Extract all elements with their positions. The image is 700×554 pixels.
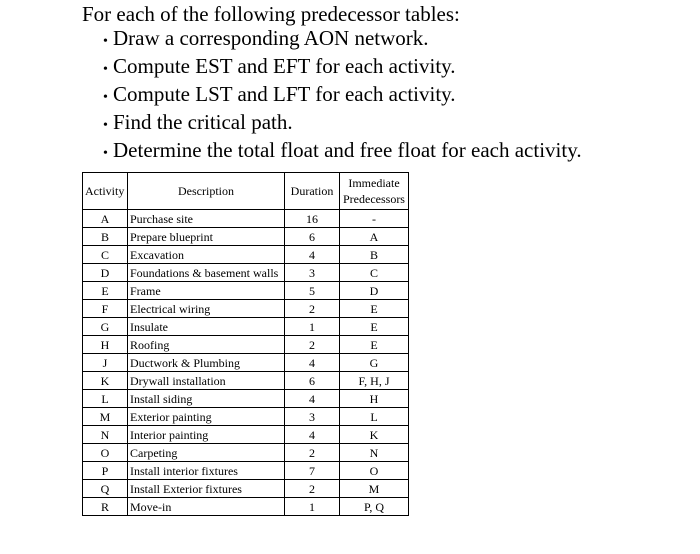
cell-duration: 3	[285, 264, 340, 282]
cell-predecessors: E	[340, 318, 409, 336]
table-row	[83, 282, 409, 300]
cell-activity: L	[83, 390, 128, 408]
cell-predecessors: M	[340, 480, 409, 498]
predecessor-table-container	[82, 172, 409, 516]
cell-activity: O	[83, 444, 128, 462]
cell-duration: 1	[285, 318, 340, 336]
bullet-icon: •	[103, 34, 108, 49]
header-activity: Activity	[83, 173, 128, 210]
cell-predecessors: N	[340, 444, 409, 462]
task-item	[103, 138, 582, 166]
task-text: Draw a corresponding AON network.	[113, 26, 429, 50]
cell-predecessors: C	[340, 264, 409, 282]
cell-activity: C	[83, 246, 128, 264]
cell-description: Ductwork & Plumbing	[128, 354, 285, 372]
cell-activity: G	[83, 318, 128, 336]
cell-predecessors: F, H, J	[340, 372, 409, 390]
table-row	[83, 300, 409, 318]
table-row	[83, 426, 409, 444]
table-row	[83, 336, 409, 354]
cell-description: Purchase site	[128, 210, 285, 228]
cell-activity: J	[83, 354, 128, 372]
table-header-row	[83, 173, 409, 210]
cell-predecessors: L	[340, 408, 409, 426]
cell-duration: 2	[285, 300, 340, 318]
cell-predecessors: B	[340, 246, 409, 264]
cell-description: Insulate	[128, 318, 285, 336]
table-row	[83, 246, 409, 264]
cell-duration: 2	[285, 336, 340, 354]
header-predecessors	[340, 173, 409, 210]
cell-duration: 1	[285, 498, 340, 516]
table-row	[83, 444, 409, 462]
cell-activity: D	[83, 264, 128, 282]
cell-duration: 6	[285, 372, 340, 390]
table-row	[83, 354, 409, 372]
table-row	[83, 264, 409, 282]
cell-duration: 4	[285, 354, 340, 372]
cell-activity: Q	[83, 480, 128, 498]
bullet-icon: •	[103, 118, 108, 133]
cell-description: Interior painting	[128, 426, 285, 444]
cell-duration: 16	[285, 210, 340, 228]
cell-duration: 4	[285, 426, 340, 444]
task-text: Compute LST and LFT for each activity.	[113, 82, 456, 106]
table-row	[83, 372, 409, 390]
table-row	[83, 408, 409, 426]
task-item	[103, 54, 582, 82]
header-predecessors-line1: Immediate	[348, 176, 400, 190]
cell-predecessors: K	[340, 426, 409, 444]
cell-description: Roofing	[128, 336, 285, 354]
cell-activity: E	[83, 282, 128, 300]
task-list	[103, 26, 582, 166]
cell-duration: 3	[285, 408, 340, 426]
cell-description: Move-in	[128, 498, 285, 516]
cell-description: Frame	[128, 282, 285, 300]
cell-activity: F	[83, 300, 128, 318]
cell-predecessors: O	[340, 462, 409, 480]
header-duration: Duration	[285, 173, 340, 210]
task-item	[103, 26, 582, 54]
cell-predecessors: E	[340, 336, 409, 354]
cell-description: Foundations & basement walls	[128, 264, 285, 282]
cell-description: Carpeting	[128, 444, 285, 462]
cell-predecessors: D	[340, 282, 409, 300]
task-text: Determine the total float and free float for each activity.	[113, 138, 582, 162]
cell-activity: K	[83, 372, 128, 390]
task-item	[103, 82, 582, 110]
predecessor-table	[82, 172, 409, 516]
task-text: Compute EST and EFT for each activity.	[113, 54, 456, 78]
cell-description: Exterior painting	[128, 408, 285, 426]
cell-description: Excavation	[128, 246, 285, 264]
table-row	[83, 210, 409, 228]
cell-description: Drywall installation	[128, 372, 285, 390]
cell-activity: N	[83, 426, 128, 444]
table-row	[83, 480, 409, 498]
bullet-icon: •	[103, 90, 108, 105]
cell-description: Prepare blueprint	[128, 228, 285, 246]
cell-duration: 5	[285, 282, 340, 300]
cell-activity: A	[83, 210, 128, 228]
header-predecessors-line2: Predecessors	[343, 192, 405, 206]
table-row	[83, 498, 409, 516]
cell-duration: 2	[285, 444, 340, 462]
cell-duration: 4	[285, 246, 340, 264]
cell-description: Electrical wiring	[128, 300, 285, 318]
cell-duration: 6	[285, 228, 340, 246]
table-row	[83, 228, 409, 246]
cell-predecessors: G	[340, 354, 409, 372]
bullet-icon: •	[103, 146, 108, 161]
cell-predecessors: A	[340, 228, 409, 246]
bullet-icon: •	[103, 62, 108, 77]
cell-predecessors: -	[340, 210, 409, 228]
cell-duration: 4	[285, 390, 340, 408]
cell-activity: H	[83, 336, 128, 354]
cell-predecessors: E	[340, 300, 409, 318]
task-item	[103, 110, 582, 138]
cell-activity: R	[83, 498, 128, 516]
table-row	[83, 318, 409, 336]
cell-description: Install Exterior fixtures	[128, 480, 285, 498]
header-description: Description	[128, 173, 285, 210]
table-body	[83, 210, 409, 516]
cell-description: Install interior fixtures	[128, 462, 285, 480]
cell-activity: B	[83, 228, 128, 246]
table-row	[83, 462, 409, 480]
cell-activity: M	[83, 408, 128, 426]
cell-duration: 7	[285, 462, 340, 480]
cell-description: Install siding	[128, 390, 285, 408]
task-text: Find the critical path.	[113, 110, 293, 134]
cell-predecessors: P, Q	[340, 498, 409, 516]
table-row	[83, 390, 409, 408]
problem-intro: For each of the following predecessor tables:	[82, 2, 460, 26]
cell-duration: 2	[285, 480, 340, 498]
cell-activity: P	[83, 462, 128, 480]
cell-predecessors: H	[340, 390, 409, 408]
